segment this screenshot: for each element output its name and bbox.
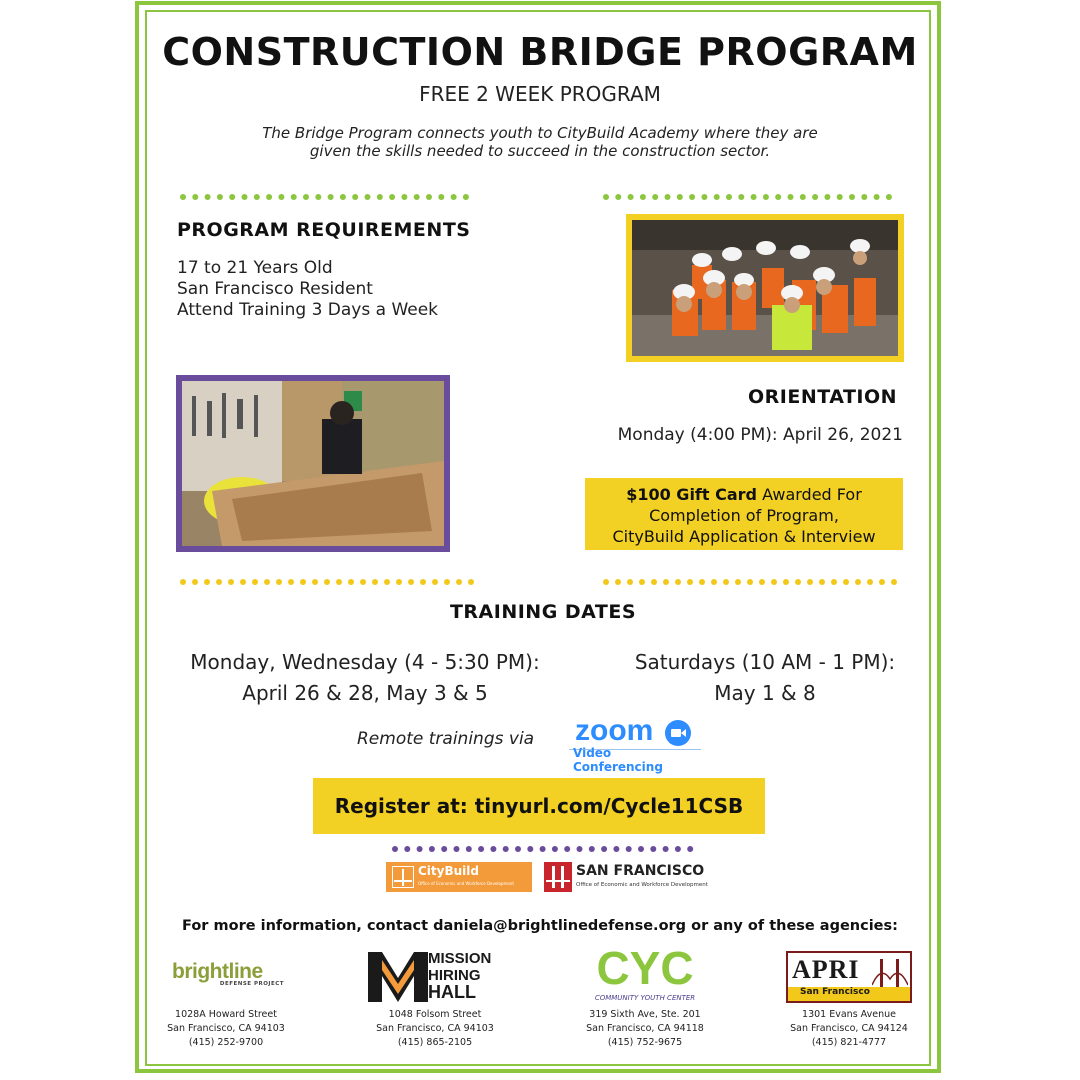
san-francisco-oewd-logo — [544, 862, 716, 892]
agency-street: 1301 Evans Avenue — [802, 1009, 896, 1020]
brightline-wordmark: brightline — [172, 960, 263, 983]
apri-address — [764, 1008, 934, 1050]
agency-phone: (415) 252-9700 — [188, 1037, 264, 1048]
register-banner: Register at: tinyurl.com/Cycle11CSB — [313, 778, 765, 834]
weekday-dates-line-1: Monday, Wednesday (4 - 5:30 PM): — [190, 650, 540, 674]
gift-card-line-1 — [585, 484, 903, 505]
weekday-dates-line-2: April 26 & 28, May 3 & 5 — [242, 681, 488, 705]
apri-wordmark: APRI — [792, 955, 860, 984]
requirement-item: Attend Training 3 Days a Week — [177, 300, 439, 320]
mhh-icon — [368, 950, 428, 1004]
saturday-dates-line-2: May 1 & 8 — [714, 681, 816, 705]
group-photo — [626, 214, 904, 362]
page-title: CONSTRUCTION BRIDGE PROGRAM — [162, 30, 918, 74]
workshop-photo — [176, 375, 450, 552]
divider-dots-green-left — [180, 193, 480, 201]
brightline-address — [141, 1008, 311, 1050]
apri-logo — [786, 951, 912, 1003]
agency-phone: (415) 865-2105 — [397, 1037, 473, 1048]
video-camera-icon — [665, 720, 691, 746]
divider-dots-purple — [392, 845, 702, 853]
brightline-subtitle: DEFENSE PROJECT — [219, 981, 284, 987]
remote-trainings-text: Remote trainings via — [357, 729, 535, 749]
mission-hiring-hall-logo — [368, 950, 504, 1004]
gift-card-line-1-rest: Awarded For — [756, 485, 862, 504]
orientation-detail: Monday (4:00 PM): April 26, 2021 — [617, 425, 903, 445]
page-subtitle: FREE 2 WEEK PROGRAM — [419, 82, 661, 106]
gift-card-box — [585, 478, 903, 550]
mhh-line-1: MISSION — [428, 950, 492, 967]
intro-text — [220, 124, 860, 160]
requirements-heading: PROGRAM REQUIREMENTS — [177, 219, 471, 241]
cyc-address — [560, 1008, 730, 1050]
gift-card-highlight: $100 Gift Card — [626, 485, 757, 504]
mhh-line-2: HIRING — [428, 967, 481, 984]
divider-dots-yellow-right — [603, 578, 903, 586]
agency-street: 1048 Folsom Street — [388, 1009, 482, 1020]
gift-card-line-3: CityBuild Application & Interview — [612, 527, 876, 546]
agency-city: San Francisco, CA 94103 — [376, 1023, 494, 1034]
weekday-dates — [160, 647, 570, 709]
cyc-wordmark: CYC — [596, 942, 694, 994]
cyc-logo — [583, 944, 707, 1004]
divider-dots-yellow-left — [180, 578, 480, 586]
intro-line-2: given the skills needed to succeed in the construction sector. — [309, 142, 771, 160]
contact-line: For more information, contact daniela@brightlinedefense.org or any of these agencies: — [182, 918, 898, 934]
intro-line-1: The Bridge Program connects youth to CityBuild Academy where they are — [262, 124, 818, 142]
saturday-dates — [610, 647, 920, 709]
bridge-icon — [544, 862, 572, 892]
mhh-address — [350, 1008, 520, 1050]
sf-subtitle: Office of Economic and Workforce Development — [576, 882, 708, 888]
gift-card-line-2: Completion of Program, — [649, 506, 839, 525]
apri-subtitle: San Francisco — [800, 987, 870, 997]
requirements-list — [177, 258, 438, 321]
agency-street: 319 Sixth Ave, Ste. 201 — [589, 1009, 701, 1020]
agency-city: San Francisco, CA 94103 — [167, 1023, 285, 1034]
requirement-item: 17 to 21 Years Old — [177, 258, 333, 278]
zoom-logo — [565, 714, 705, 774]
agency-phone: (415) 821-4777 — [811, 1037, 887, 1048]
agency-city: San Francisco, CA 94124 — [790, 1023, 908, 1034]
orientation-heading: ORIENTATION — [748, 386, 898, 408]
sf-name: SAN FRANCISCO — [576, 863, 705, 879]
training-heading: TRAINING DATES — [449, 601, 637, 623]
bridge-icon — [392, 866, 414, 888]
zoom-tagline: Video Conferencing — [573, 746, 663, 774]
zoom-wordmark: zoom — [575, 714, 654, 747]
requirement-item: San Francisco Resident — [177, 279, 373, 299]
agency-city: San Francisco, CA 94118 — [586, 1023, 704, 1034]
agency-phone: (415) 752-9675 — [607, 1037, 683, 1048]
citybuild-logo — [386, 862, 532, 892]
citybuild-name: CityBuild — [418, 864, 479, 878]
cyc-subtitle: COMMUNITY YOUTH CENTER — [594, 994, 696, 1002]
mhh-line-3: HALL — [428, 982, 476, 1002]
mhh-wordmark — [428, 950, 491, 1001]
agency-street: 1028A Howard Street — [175, 1009, 277, 1020]
citybuild-subtitle: Office of Economic and Workforce Development — [418, 881, 514, 886]
brightline-logo — [172, 960, 284, 996]
saturday-dates-line-1: Saturdays (10 AM - 1 PM): — [634, 650, 896, 674]
divider-dots-green-right — [603, 193, 903, 201]
